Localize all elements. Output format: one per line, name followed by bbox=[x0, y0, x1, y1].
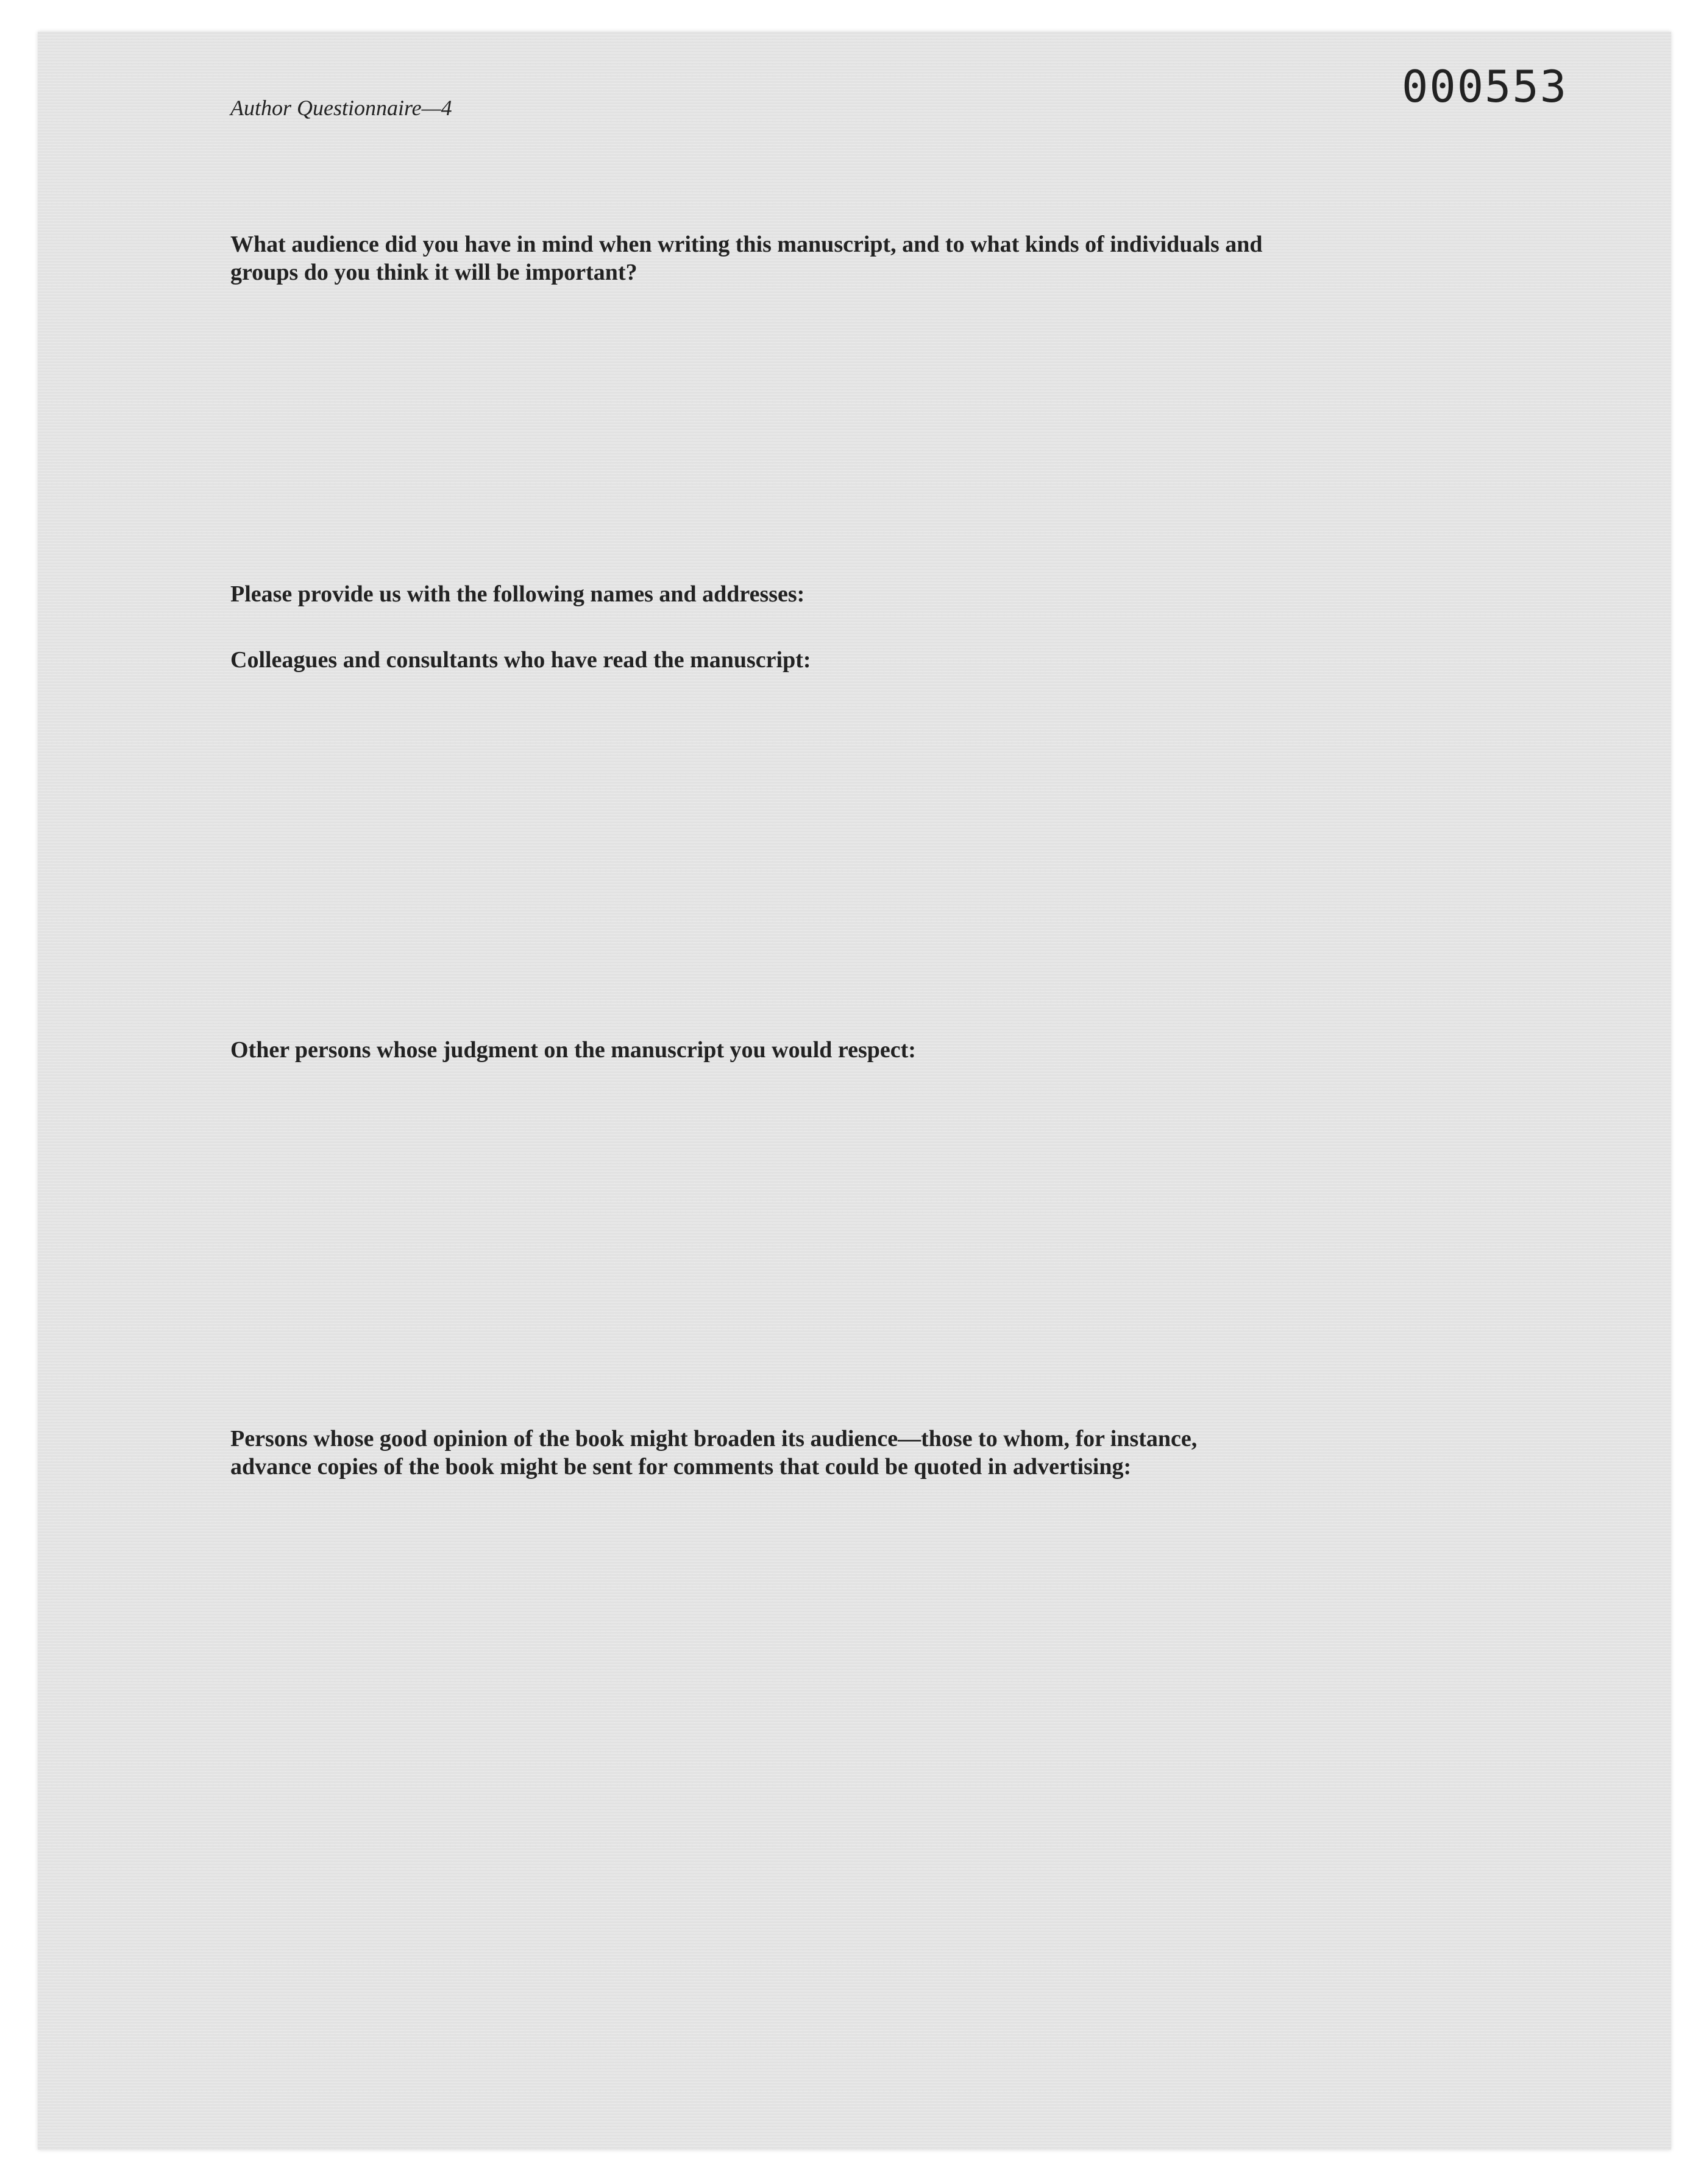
question-colleagues: Colleagues and consultants who have read the manuscript: bbox=[230, 647, 811, 673]
question-audience-line-2: groups do you think it will be important? bbox=[230, 260, 637, 285]
question-broaden-audience-line-1: Persons whose good opinion of the book might broaden its audience—those to whom, for instance, bbox=[230, 1426, 1198, 1452]
answer-area-audience[interactable] bbox=[230, 292, 1449, 567]
names-intro: Please provide us with the following names and addresses: bbox=[230, 581, 805, 607]
answer-area-colleagues[interactable] bbox=[230, 682, 1449, 1024]
page-number: 000553 bbox=[1402, 61, 1568, 112]
answer-area-broaden-audience[interactable] bbox=[230, 1487, 1449, 2096]
question-audience-line-1: What audience did you have in mind when writing this manuscript, and to what kinds of individuals and bbox=[230, 232, 1263, 257]
page-header: Author Questionnaire—4 bbox=[230, 96, 452, 120]
question-other-persons: Other persons whose judgment on the manuscript you would respect: bbox=[230, 1037, 916, 1063]
answer-area-other-persons[interactable] bbox=[230, 1072, 1449, 1414]
question-broaden-audience-line-2: advance copies of the book might be sent for comments that could be quoted in advertising: bbox=[230, 1454, 1132, 1480]
question-audience bbox=[230, 230, 1263, 286]
question-broaden-audience bbox=[230, 1425, 1197, 1481]
